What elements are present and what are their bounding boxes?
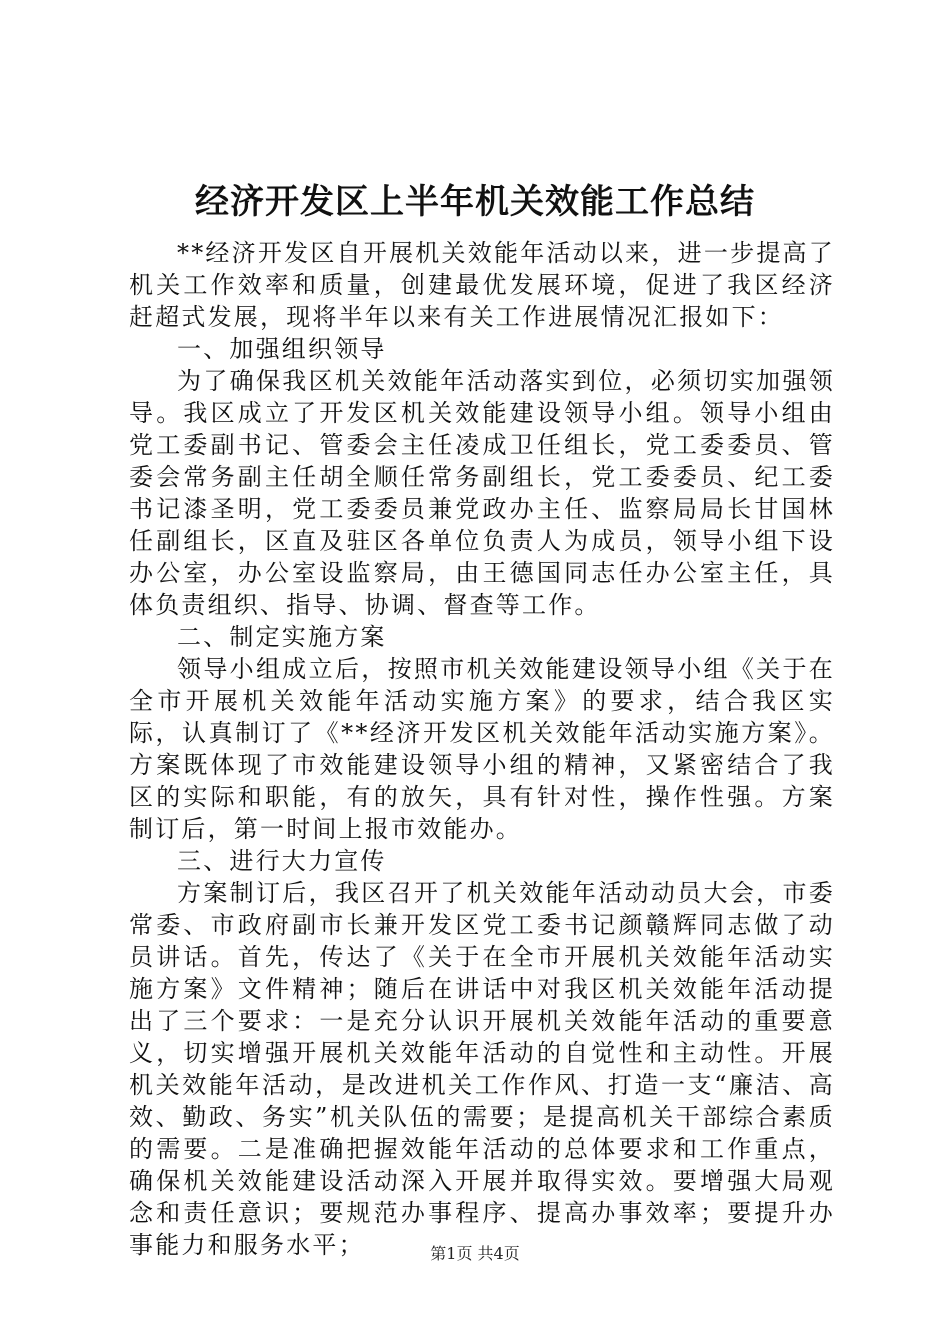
section-heading-3: 三、进行大力宣传 (177, 847, 387, 875)
page-number-footer: 第1页 共4页 (430, 1244, 520, 1263)
document-title: 经济开发区上半年机关效能工作总结 (195, 182, 755, 222)
intro-paragraph: **经济开发区自开展机关效能年活动以来，进一步提高了机关工作效率和质量，创建最优发展环境，促进了我区经济赶超式发展，现将半年以来有关工作进展情况汇报如下： (129, 239, 835, 331)
section-1-paragraph: 为了确保我区机关效能年活动落实到位，必须切实加强领导。我区成立了开发区机关效能建设领导小组。领导小组由党工委副书记、管委会主任凌成卫任组长，党工委委员、管委会常务副主任胡全顺任常务副组长，党工委委员、纪工委书记漆圣明，党工委委员兼党政办主任、监察局局长甘国林任副组长，区直及驻区各单位负责人为成员，领导小组下设办公室，办公室设监察局，由王德国同志任办公室主任，具体负责组织、指导、协调、督查等工作。 (129, 367, 835, 619)
section-heading-2: 二、制定实施方案 (177, 623, 387, 651)
document-body (129, 237, 835, 1261)
section-heading-1: 一、加强组织领导 (177, 335, 387, 363)
section-3-paragraph: 方案制订后，我区召开了机关效能年活动动员大会，市委常委、市政府副市长兼开发区党工委书记颜赣辉同志做了动员讲话。首先，传达了《关于在全市开展机关效能年活动实施方案》文件精神；随后在讲话中对我区机关效能年活动提出了三个要求：一是充分认识开展机关效能年活动的重要意义，切实增强开展机关效能年活动的自觉性和主动性。开展机关效能年活动，是改进机关工作作风、打造一支“廉洁、高效、勤政、务实”机关队伍的需要；是提高机关干部综合素质的需要。二是准确把握效能年活动的总体要求和工作重点，确保机关效能建设活动深入开展并取得实效。要增强大局观念和责任意识；要规范办事程序、提高办事效率；要提升办事能力和服务水平； (129, 879, 835, 1259)
section-2-paragraph: 领导小组成立后，按照市机关效能建设领导小组《关于在全市开展机关效能年活动实施方案》的要求，结合我区实际，认真制订了《**经济开发区机关效能年活动实施方案》。方案既体现了市效能建设领导小组的精神，又紧密结合了我区的实际和职能，有的放矢，具有针对性，操作性强。方案制订后，第一时间上报市效能办。 (129, 655, 835, 843)
